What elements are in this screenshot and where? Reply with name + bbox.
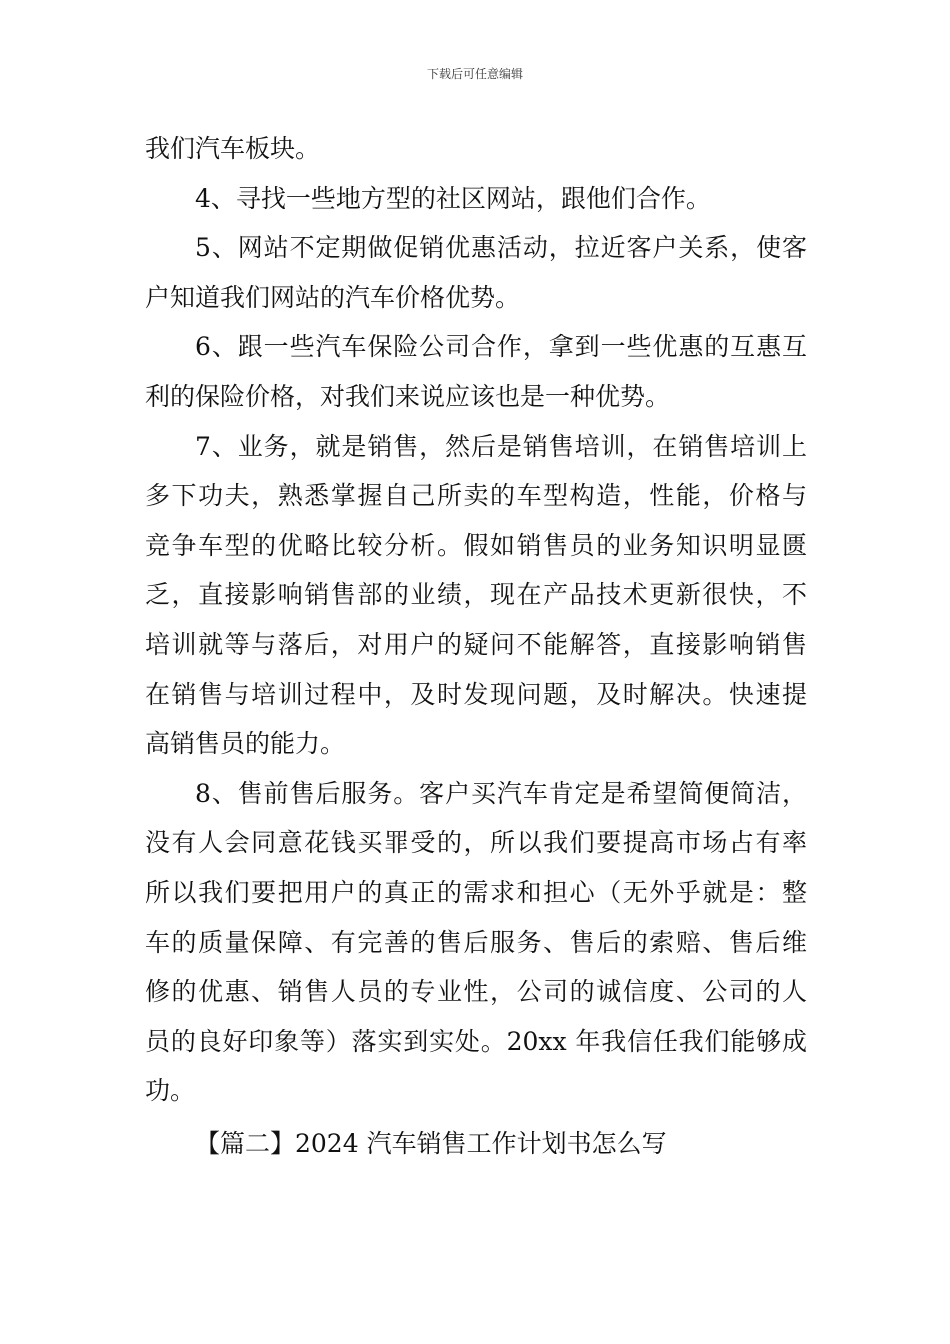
text-line: 没有人会同意花钱买罪受的，所以我们要提高市场占有率 <box>145 828 807 858</box>
text-line: 利的保险价格，对我们来说应该也是一种优势。 <box>145 381 671 411</box>
list-item-4: 4、寻找一些地方型的社区网站，跟他们合作。 <box>195 183 711 213</box>
list-item-7: 7、业务，就是销售，然后是销售培训，在销售培训上 <box>195 431 807 461</box>
list-item-8: 8、售前售后服务。客户买汽车肯定是希望简便简洁， <box>195 778 807 808</box>
text-line: 户知道我们网站的汽车价格优势。 <box>145 282 521 312</box>
text-line: 乏，直接影响销售部的业绩，现在产品技术更新很快，不 <box>145 580 807 610</box>
text-line: 功。 <box>145 1076 196 1106</box>
text-line: 员的良好印象等）落实到实处。20xx 年我信任我们能够成 <box>145 1026 807 1056</box>
list-item-6: 6、跟一些汽车保险公司合作，拿到一些优惠的互惠互 <box>195 332 807 362</box>
text-line: 竞争车型的优略比较分析。假如销售员的业务知识明显匮 <box>145 530 807 560</box>
document-body <box>145 124 807 1168</box>
text-line: 培训就等与落后，对用户的疑问不能解答，直接影响销售 <box>145 629 807 659</box>
text-line: 多下功夫，熟悉掌握自己所卖的车型构造，性能，价格与 <box>145 481 807 511</box>
text-line: 所以我们要把用户的真正的需求和担心（无外乎就是：整 <box>145 877 807 907</box>
text-line: 我们汽车板块。 <box>145 134 321 163</box>
page-header: 下载后可任意编辑 <box>426 67 523 81</box>
section-heading: 【篇二】2024 汽车销售工作计划书怎么写 <box>195 1128 667 1158</box>
text-line: 在销售与培训过程中，及时发现问题，及时解决。快速提 <box>145 679 807 709</box>
list-item-5: 5、网站不定期做促销优惠活动，拉近客户关系，使客 <box>195 233 807 263</box>
text-line: 修的优惠、销售人员的专业性，公司的诚信度、公司的人 <box>145 977 807 1007</box>
text-line: 高销售员的能力。 <box>145 729 346 759</box>
text-line: 车的质量保障、有完善的售后服务、售后的索赔、售后维 <box>145 927 807 957</box>
